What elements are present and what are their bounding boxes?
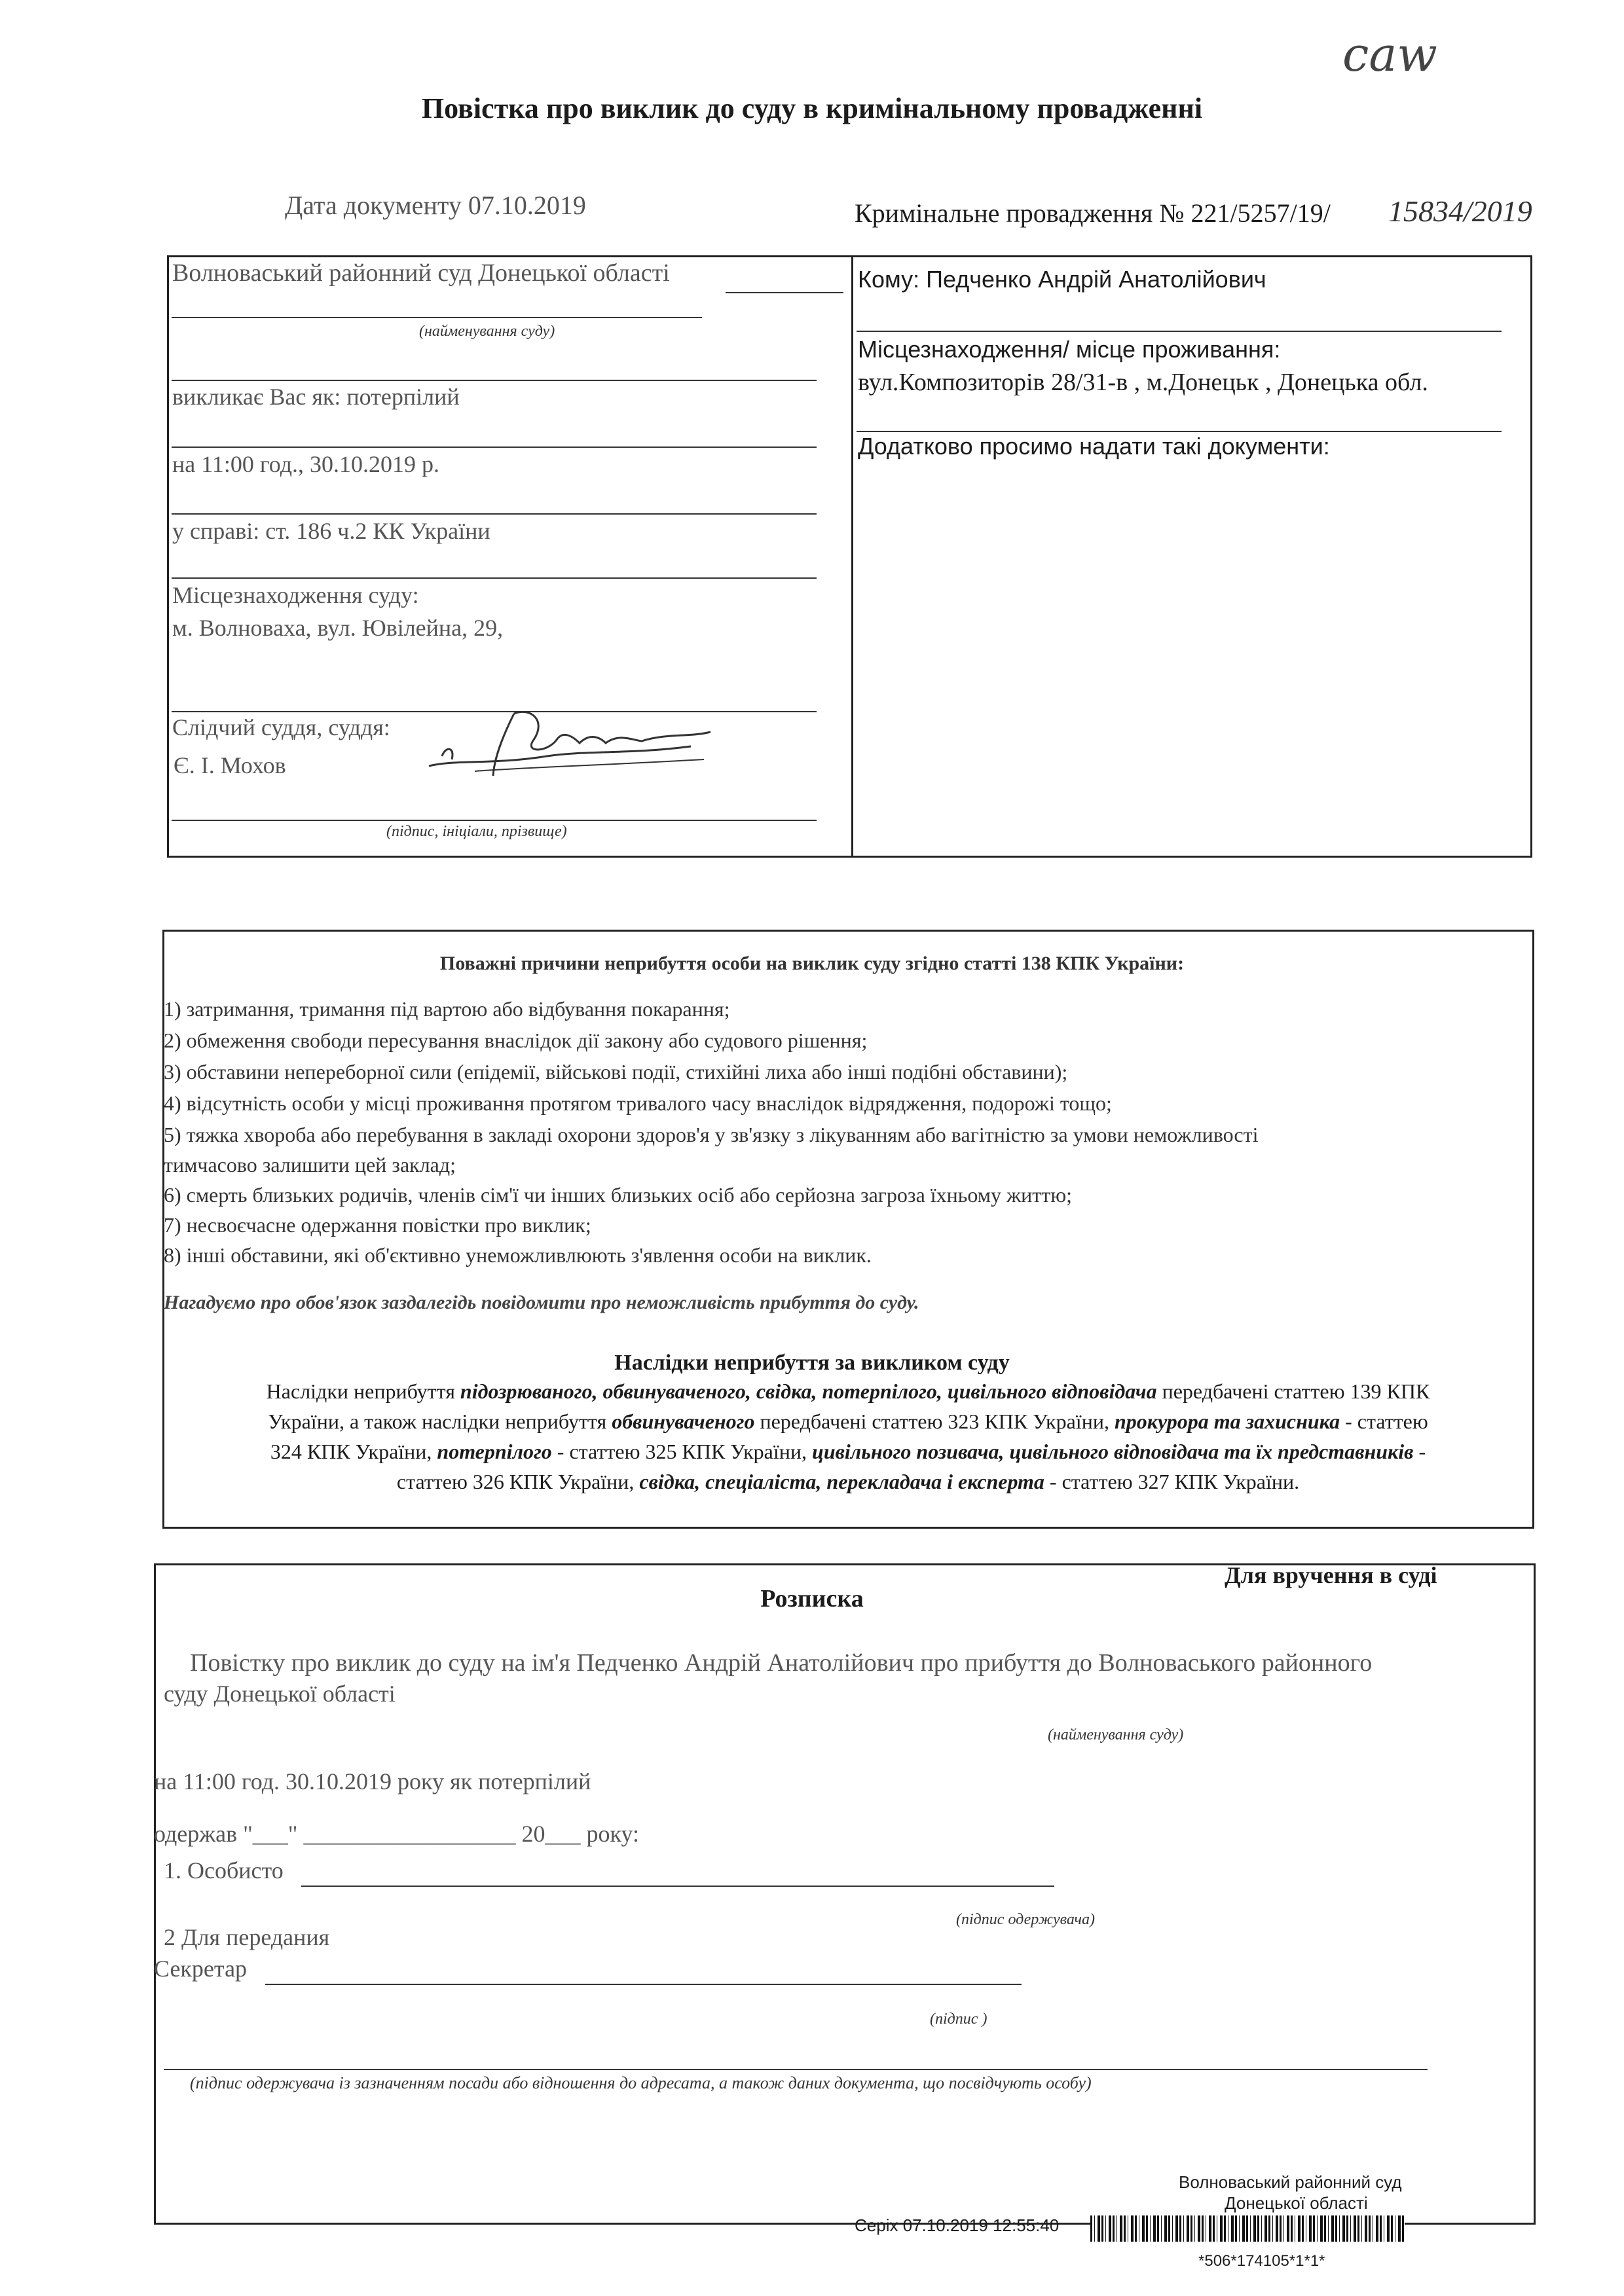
receipt-court-caption: (найменування суду) — [1048, 1726, 1184, 1743]
case-number-handwritten: 15834/2019 — [1388, 194, 1532, 228]
stamp-court-line-1: Волноваський районний суд — [1179, 2172, 1402, 2192]
receipt-time: на 11:00 год. 30.10.2019 року як потерпілий — [154, 1768, 591, 1795]
judge-line — [172, 820, 817, 821]
reason-7: 7) несвоєчасне одержання повістки про виклик; — [164, 1213, 591, 1237]
consequences-run: свідка, спеціаліста, перекладача і експерта — [639, 1470, 1044, 1493]
summons-time: на 11:00 год., 30.10.2019 р. — [172, 451, 440, 477]
judge-signature — [416, 694, 730, 786]
court-location: м. Волноваха, вул. Ювілейна, 29, — [172, 615, 504, 641]
stamp-serial: Серіх 07.10.2019 12:55:40 — [855, 2215, 1060, 2235]
consequences-run: Наслідки неприбуття — [266, 1379, 460, 1403]
receipt-secretary-line — [265, 1984, 1022, 1985]
summons-box — [167, 255, 1532, 858]
consequences-run: - статтею — [1340, 1410, 1428, 1433]
consequences-line — [164, 1379, 1532, 1404]
reasons-reminder: Нагадуємо про обов'язок заздалегідь повідомити про неможливість прибуття до суду. — [164, 1292, 919, 1313]
recipient-name: Кому: Педченко Андрій Анатолійович — [858, 266, 1266, 293]
receipt-bottom-caption: (підпис одержувача із зазначенням посади або відношення до адресата, а також даних документа, що посвідчують особу) — [190, 2073, 1092, 2092]
judge-name: Є. І. Мохов — [174, 752, 286, 778]
reason-5: 5) тяжка хвороба або перебування в закладі охорони здоров'я у зв'язку з лікуванням або вагітністю за умови неможливості — [164, 1123, 1259, 1146]
judge-signature-caption: (підпис, ініціали, прізвище) — [386, 823, 567, 840]
receipt-personally: 1. Особисто — [164, 1857, 284, 1884]
receipt-bottom-line — [164, 2069, 1428, 2070]
consequences-run: 324 КПК України, — [270, 1440, 437, 1463]
case-number: Кримінальне провадження № 221/5257/19/ — [855, 198, 1331, 228]
reason-2: 2) обмеження свободи пересування внаслідок дії закону або судового рішення; — [164, 1029, 868, 1052]
consequences-run: - статтею 327 КПК України. — [1044, 1470, 1300, 1493]
court-caption-line — [172, 380, 817, 381]
court-location-label: Місцезнаходження суду: — [172, 582, 419, 608]
consequences-run: прокурора та захисника — [1114, 1410, 1340, 1433]
consequences-run: підозрюваного, обвинуваченого, свідка, потерпілого, цивільного відповідача — [460, 1379, 1157, 1403]
barcode — [1090, 2215, 1405, 2242]
receipt-recipient-caption: (підпис одержувача) — [956, 1911, 1095, 1928]
court-caption: (найменування суду) — [419, 323, 555, 340]
summons-role: викликає Вас як: потерпілий — [172, 384, 460, 410]
consequences-run: потерпілого — [437, 1440, 552, 1463]
judge-label: Слідчий суддя, суддя: — [172, 714, 390, 740]
document-date: Дата документу 07.10.2019 — [285, 191, 586, 220]
reason-6: 6) смерть близьких родичів, членів сім'ї чи інших близьких осіб або серйозна загроза їхньому життю; — [164, 1183, 1073, 1207]
case-article: у справі: ст. 186 ч.2 КК України — [172, 518, 490, 544]
consequences-run: передбачені статтею 323 КПК України, — [754, 1410, 1115, 1433]
barcode-code: *506*174105*1*1* — [1198, 2252, 1325, 2270]
summons-box-divider — [851, 255, 853, 858]
receipt-title: Розписка — [760, 1585, 864, 1613]
corner-handwritten-note: сaw — [1342, 27, 1437, 82]
consequences-run: цивільного позивача, цивільного відповідача та їх представників — [812, 1440, 1414, 1463]
receipt-secretary: Секретар — [154, 1956, 248, 1982]
consequences-heading: Наслідки неприбуття за викликом суду — [614, 1351, 1010, 1375]
additional-documents-label: Додатково просимо надати такі документи: — [858, 433, 1330, 460]
reason-1: 1) затримання, тримання під вартою або відбування покарання; — [164, 997, 730, 1021]
consequences-run: - статтею 325 КПК України, — [551, 1440, 813, 1463]
court-name-underline — [726, 292, 843, 293]
reason-4: 4) відсутність особи у місці проживання протягом тривалого часу внаслідок відрядження, подорожі тощо; — [164, 1091, 1112, 1115]
receipt-received: одержав "___" __________________ 20___ року: — [154, 1821, 640, 1847]
stamp-court-line-2: Донецької області — [1225, 2193, 1368, 2213]
consequences-line — [164, 1409, 1532, 1434]
reason-5-continued: тимчасово залишити цей заклад; — [164, 1153, 456, 1176]
recipient-address: вул.Композиторів 28/31-в , м.Донецьк , Донецька обл. — [858, 369, 1428, 396]
consequences-run: передбачені статтею 139 КПК — [1156, 1379, 1430, 1403]
for-court-delivery: Для вручення в суді — [1225, 1562, 1437, 1588]
court-name: Волноваський районний суд Донецької області — [172, 259, 670, 287]
receipt-signature-caption: (підпис ) — [930, 2011, 987, 2028]
consequences-run: обвинуваченого — [612, 1410, 755, 1433]
receipt-summons-line: Повістку про виклик до суду на ім'я Педченко Андрій Анатолійович про прибуття до Волноваського районного — [190, 1649, 1373, 1677]
reason-8: 8) інші обставини, які об'єктивно унеможливлюють з'явлення особи на виклик. — [164, 1243, 872, 1267]
case-article-line — [172, 577, 817, 579]
court-line — [172, 317, 702, 318]
consequences-run: - — [1413, 1440, 1426, 1463]
receipt-summons-line-2: суду Донецької області — [164, 1681, 396, 1707]
summons-time-line — [172, 513, 817, 515]
recipient-line — [857, 331, 1502, 332]
consequences-line — [164, 1469, 1532, 1494]
consequences-run: статтею 326 КПК України, — [396, 1470, 640, 1493]
consequences-line — [164, 1439, 1532, 1464]
reason-3: 3) обставини непереборної сили (епідемії, військові події, стихійні лиха або інші подібні обставини); — [164, 1060, 1068, 1084]
summons-role-line — [172, 446, 817, 448]
consequences-run: України, а також наслідки неприбуття — [268, 1410, 612, 1433]
reasons-heading: Поважні причини неприбуття особи на виклик суду згідно статті 138 КПК України: — [439, 953, 1185, 974]
receipt-personally-line — [301, 1886, 1054, 1887]
receipt-transfer: 2 Для передания — [164, 1924, 330, 1950]
recipient-address-label: Місцезнаходження/ місце проживання: — [858, 336, 1281, 363]
document-title: Повістка про виклик до суду в кримінальному провадженні — [421, 92, 1203, 124]
